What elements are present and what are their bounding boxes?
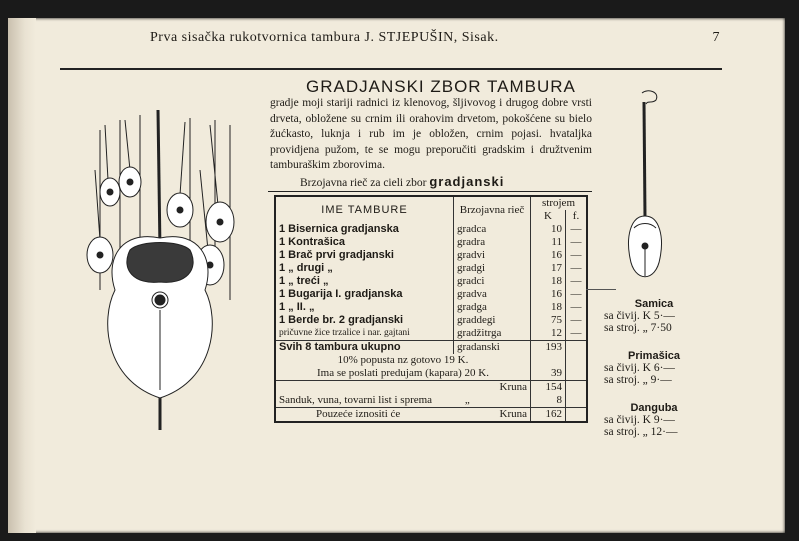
chest-k: 8 [531,394,566,408]
sidebar-item [604,402,704,438]
small-tambura-1 [100,125,120,206]
prepay-label: Ima se poslati predujam (kapara) 20 K. [317,367,489,379]
chest-label: Sanduk, vuna, tovarni list i sprema „ [279,394,470,406]
row-name: 1 Bisernica gradjanska [279,223,399,235]
berde-bass [108,110,213,430]
row-code: gradžitrga [454,327,531,341]
row-k: 16 [531,288,566,301]
row-code: gradga [454,301,531,314]
row-name: 1 Berde br. 2 gradjanski [279,314,404,326]
row-name: 1 Bugarija I. gradjanska [279,288,403,300]
tambura-ensemble-illustration [80,110,260,435]
sidebar-price-civij: sa čivij. K 5·— [604,310,675,322]
table-row [275,301,587,314]
total-label: Svih 8 tambura ukupno [279,341,401,353]
telegram-line [300,174,504,189]
sidebar-item [604,350,704,386]
row-f: — [566,288,588,301]
telegram-prefix: Brzojavna rieč za cieli zbor [300,177,427,189]
table-row [275,223,587,236]
cod-k: 162 [531,408,566,423]
sidebar-item-title: Samica [634,298,674,310]
small-tambura-2 [119,120,141,197]
table-row [275,236,587,249]
kruna-label: Kruna [499,381,527,393]
chest-ditto: „ [464,394,470,406]
table-row [275,275,587,288]
table-row [275,262,587,275]
section-title: GRADJANSKI ZBOR TAMBURA [306,77,576,96]
row-f: — [566,327,588,341]
table-row [275,249,587,262]
row-name: 1 „ treći „ [279,275,329,287]
row-code: gradci [454,275,531,288]
small-tambura-3 [167,122,193,227]
row-name: 1 Brač prvi gradjanski [279,249,394,261]
row-name: pričuvne žice trzalice i nar. gajtani [279,328,410,338]
total-code: gradanski [454,341,531,355]
price-table [274,195,588,423]
price-rows [275,223,587,341]
discount-label: 10% popusta nz gotovo 19 K. [337,354,469,366]
table-row [275,327,587,341]
sidebar-price-stroj: sa stroj. „ 7·50 [604,322,672,334]
prepay-k: 39 [531,367,566,381]
header-rule [60,68,722,70]
cod-unit: Kruna [499,408,527,420]
row-k: 75 [531,314,566,327]
table-row [275,288,587,301]
intro-paragraph: gradje moji stariji radnici iz klenovog, šljivovog i drugog dobre vrsti drveta, obložene su crnim ili orahovim drvetom, pokošćene su bielo žućkasto, luknja i rub im je obložen, crnim pojasi. hvatalјka providjena pužom, te se mogu preporučiti gradskim i družtvenim tamburaškim zborovima. [270,97,592,172]
sidebar-price-civij: sa čivij. K 9·— [604,414,675,426]
row-code: gradra [454,236,531,249]
sidebar-item [604,298,704,334]
row-k: 16 [531,249,566,262]
row-k: 18 [531,301,566,314]
row-name: 1 Kontrašica [279,236,346,248]
row-k: 17 [531,262,566,275]
cod-label: Pouzeće iznositi će [316,408,401,420]
sidebar-item-title: Danguba [630,402,678,414]
sidebar-price-stroj: sa stroj. „ 9·— [604,374,672,386]
row-f: — [566,262,588,275]
table-top-rule [268,191,592,192]
sidebar-item-title: Primašica [628,350,680,362]
sidebar-price-stroj: sa stroj. „ 12·— [604,426,678,438]
page-header [150,30,720,46]
col-code-header: Brzojavna rieč [454,196,531,223]
row-code: graddegi [454,314,531,327]
col-strojem-header: strojem [531,196,588,210]
row-f: — [566,301,588,314]
row-f: — [566,314,588,327]
row-k: 18 [531,275,566,288]
row-f: — [566,249,588,262]
telegram-word: gradjanski [429,174,505,189]
row-code: gradca [454,223,531,236]
table-row [275,314,587,327]
row-code: gradvi [454,249,531,262]
col-f-header: f. [566,210,588,223]
row-f: — [566,236,588,249]
row-name: 1 „ drugi „ [279,262,333,274]
col-name-header: IME TAMBURE [321,203,408,216]
samica-illustration [620,88,670,298]
sidebar-divider [586,289,616,290]
total-k: 193 [531,341,566,355]
header-text: Prva sisačka rukotvornica tambura J. STJEPUŠIN, Sisak. [150,30,499,45]
col-k-header: K [531,210,566,223]
row-code: gradva [454,288,531,301]
kruna-k: 154 [531,381,566,395]
page-number: 7 [712,30,720,45]
row-k: 12 [531,327,566,341]
row-f: — [566,223,588,236]
row-k: 11 [531,236,566,249]
row-k: 10 [531,223,566,236]
row-code: gradgi [454,262,531,275]
row-name: 1 „ II. „ [279,301,315,313]
page-fold [8,18,36,533]
row-f: — [566,275,588,288]
sidebar-price-civij: sa čivij. K 6·— [604,362,675,374]
